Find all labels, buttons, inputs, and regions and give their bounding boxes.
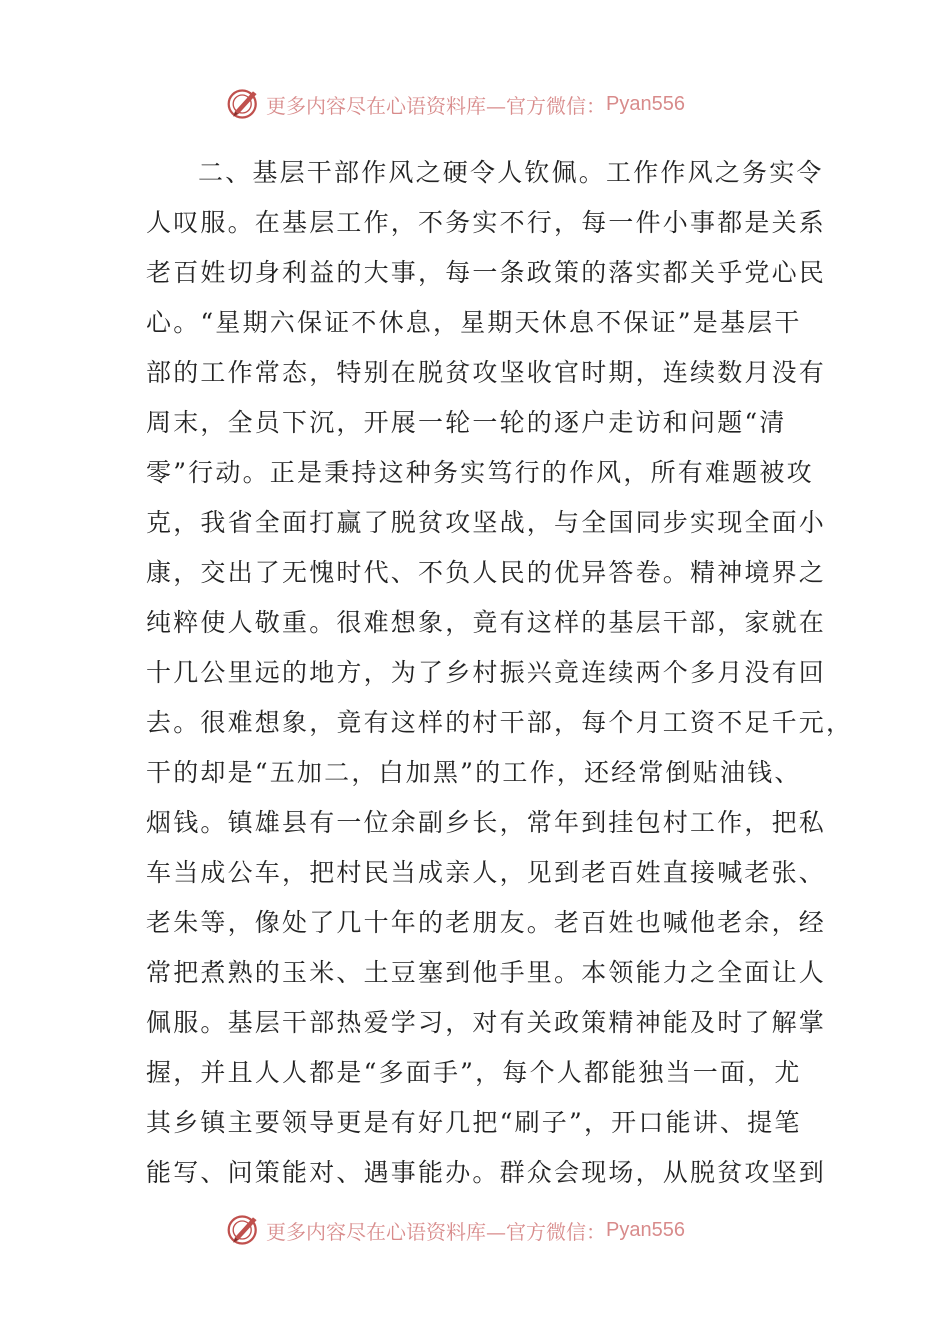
footer-banner <box>226 1210 746 1250</box>
header-banner <box>226 84 746 124</box>
text-line: 握，并且人人都是“多面手”，每个人都能独当一面，尤 <box>146 1058 802 1087</box>
text-line: 十几公里远的地方，为了乡村振兴竟连续两个多月没有回 <box>146 658 827 687</box>
text-line: 克，我省全面打赢了脱贫攻坚战，与全国同步实现全面小 <box>146 508 827 537</box>
text-line: 去。很难想象，竟有这样的村干部，每个月工资不足千元， <box>146 708 854 737</box>
text-line: 常把煮熟的玉米、土豆塞到他手里。本领能力之全面让人 <box>146 958 827 987</box>
text-line: 零”行动。正是秉持这种务实笃行的作风，所有难题被攻 <box>146 458 814 487</box>
text-line: 其乡镇主要领导更是有好几把“刷子”，开口能讲、提笔 <box>146 1108 802 1137</box>
text-line: 康，交出了无愧时代、不负人民的优异答卷。精神境界之 <box>146 558 827 587</box>
header-banner-text: 更多内容尽在心语资料库—官方微信： <box>266 93 606 118</box>
pen-logo-icon <box>226 1212 262 1248</box>
footer-wechat-id: Pyan556 <box>606 1218 685 1241</box>
text-line: 佩服。基层干部热爱学习，对有关政策精神能及时了解掌 <box>146 1008 827 1037</box>
text-line: 老朱等，像处了几十年的老朋友。老百姓也喊他老余，经 <box>146 908 827 937</box>
text-line: 周末，全员下沉，开展一轮一轮的逐户走访和问题“清 <box>146 408 787 437</box>
text-line: 老百姓切身利益的大事，每一条政策的落实都关乎党心民 <box>146 258 827 287</box>
body-paragraph <box>146 148 854 1198</box>
text-line: 二、基层干部作风之硬令人钦佩。工作作风之务实令 <box>198 158 824 187</box>
text-line: 部的工作常态，特别在脱贫攻坚收官时期，连续数月没有 <box>146 358 827 387</box>
text-line: 能写、问策能对、遇事能办。群众会现场，从脱贫攻坚到 <box>146 1158 827 1187</box>
text-line: 人叹服。在基层工作，不务实不行，每一件小事都是关系 <box>146 208 827 237</box>
text-line: 心。“星期六保证不休息，星期天休息不保证”是基层干 <box>146 308 802 337</box>
text-line: 车当成公车，把村民当成亲人，见到老百姓直接喊老张、 <box>146 858 827 887</box>
text-line: 烟钱。镇雄县有一位余副乡长，常年到挂包村工作，把私 <box>146 808 827 837</box>
footer-banner-text: 更多内容尽在心语资料库—官方微信： <box>266 1219 606 1244</box>
pen-logo-icon <box>226 86 262 122</box>
header-wechat-id: Pyan556 <box>606 92 685 115</box>
text-line: 纯粹使人敬重。很难想象，竟有这样的基层干部，家就在 <box>146 608 827 637</box>
text-line: 干的却是“五加二，白加黑”的工作，还经常倒贴油钱、 <box>146 758 802 787</box>
